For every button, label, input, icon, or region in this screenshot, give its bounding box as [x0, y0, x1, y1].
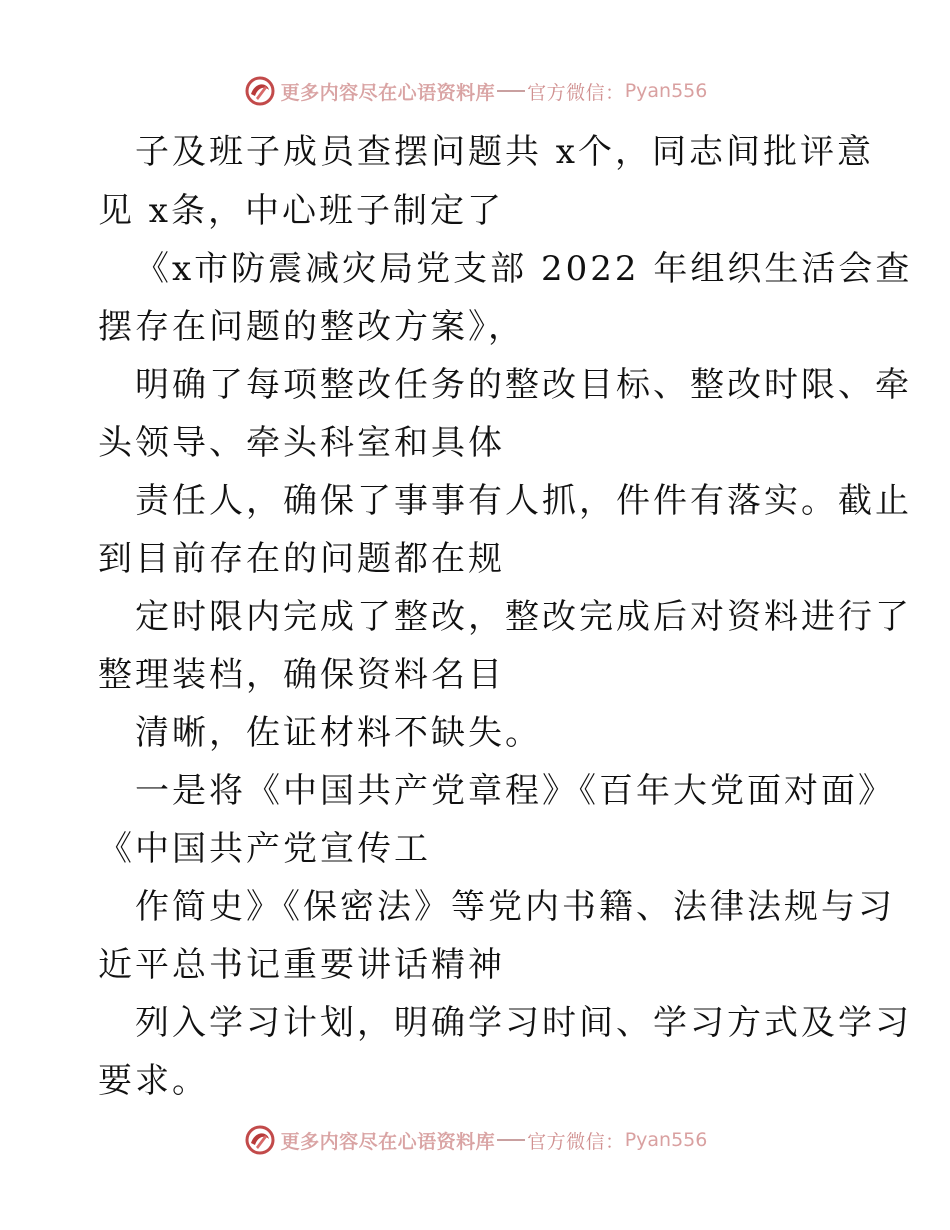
red-swirl-logo-icon	[243, 74, 277, 108]
watermark-main-text: 更多内容尽在心语资料库	[280, 81, 496, 104]
body-line: 近平总书记重要讲话精神	[98, 945, 505, 985]
body-line: 摆存在问题的整改方案》，	[98, 307, 525, 347]
body-line: 要求。	[98, 1061, 209, 1101]
body-line: 见 x条，中心班子制定了	[98, 191, 504, 231]
body-line: 责任人，确保了事事有人抓，件件有落实。截止	[135, 481, 912, 521]
body-line: 整理装档，确保资料名目	[98, 655, 505, 695]
body-line: 到目前存在的问题都在规	[98, 539, 505, 579]
body-line: 头领导、牵头科室和具体	[98, 423, 505, 463]
header-watermark	[0, 73, 950, 109]
body-line: 明确了每项整改任务的整改目标、整改时限、牵	[135, 365, 912, 405]
watermark-main-text: 更多内容尽在心语资料库	[280, 1130, 496, 1153]
watermark-dash	[497, 1139, 525, 1141]
body-line: 列入学习计划，明确学习时间、学习方式及学习	[135, 1003, 912, 1043]
red-swirl-logo-icon	[243, 1123, 277, 1157]
body-line: 清晰，佐证材料不缺失。	[135, 713, 542, 753]
watermark-contact-label: 官方微信：	[527, 81, 625, 104]
body-line: 一是将《中国共产党章程》《百年大党面对面》	[135, 771, 895, 811]
body-line: 《中国共产党宣传工	[98, 829, 431, 869]
body-line: 《x市防震减灾局党支部 2022 年组织生活会查	[135, 249, 913, 289]
body-line: 子及班子成员查摆问题共 x个，同志间批评意	[135, 132, 874, 172]
watermark-dash	[497, 90, 525, 92]
watermark-contact-id: Pyan556	[624, 80, 708, 102]
body-line: 作简史》《保密法》等党内书籍、法律法规与习	[135, 887, 895, 927]
footer-watermark	[0, 1122, 950, 1158]
watermark-contact-label: 官方微信：	[527, 1130, 625, 1153]
body-line: 定时限内完成了整改，整改完成后对资料进行了	[135, 597, 912, 637]
document-body	[98, 123, 913, 1110]
watermark-contact-id: Pyan556	[624, 1129, 708, 1151]
